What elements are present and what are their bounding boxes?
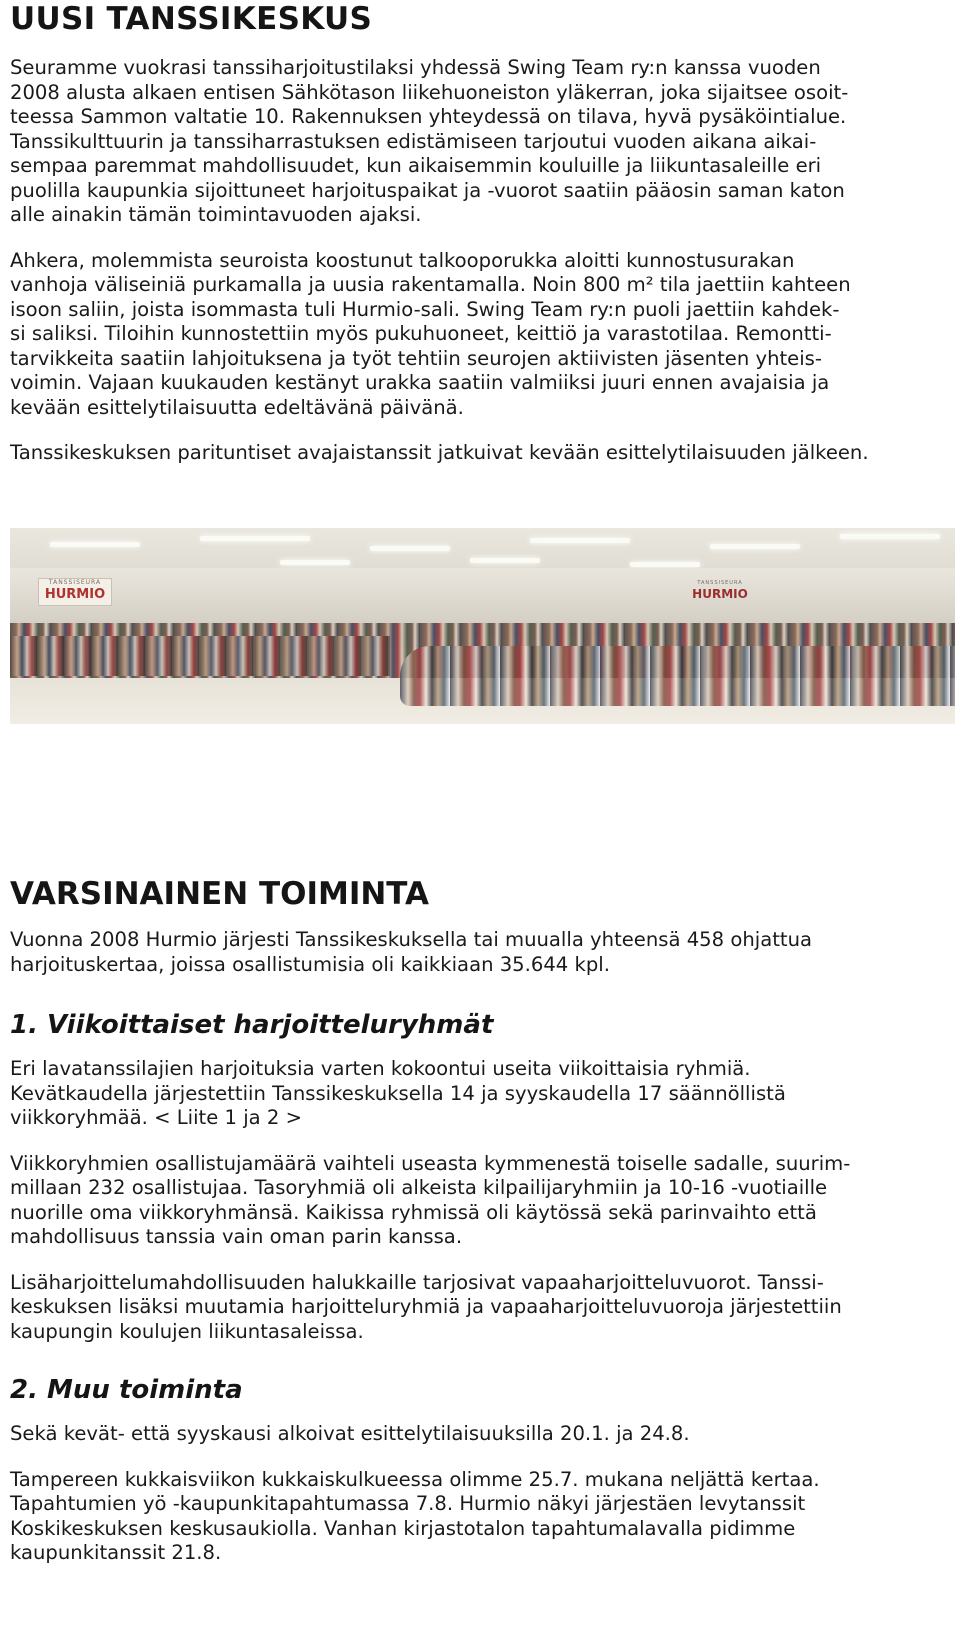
sign-main-text: HURMIO [692, 587, 748, 601]
text-line: Tanssikeskuksen parituntiset avajaistanssit jatkuivat kevään esittelytilaisuuden jälkeen. [10, 441, 869, 464]
sign-small-text: TANSSISEURA [697, 580, 743, 586]
dance-hall-photo [10, 528, 955, 724]
text-line: viikkoryhmää. < Liite 1 ja 2 > [10, 1106, 302, 1129]
ceiling-light [200, 536, 310, 541]
text-line: keskuksen lisäksi muutamia harjoitteluryhmiä ja vapaaharjoitteluvuoroja järjestettiin [10, 1295, 842, 1318]
weekly-paragraph-3 [10, 1271, 955, 1345]
other-paragraph-1 [10, 1422, 955, 1447]
text-line: puolilla kaupunkia sijoittuneet harjoituspaikat ja -vuorot saatiin pääosin saman katon [10, 178, 845, 202]
text-line: teessa Sammon valtatie 10. Rakennuksen yhteydessä on tilava, hyvä pysäköintialue. [10, 105, 847, 128]
intro-section [10, 0, 955, 466]
ceiling-light [370, 546, 450, 551]
hurmio-wall-sign [38, 578, 112, 606]
text-line: sempaa paremmat mahdollisuudet, kun aikaisemmin kouluille ja liikuntasaleille eri [10, 154, 822, 177]
ceiling-light [710, 544, 800, 549]
text-line: mahdollisuus tanssia vain oman parin kanssa. [10, 1225, 463, 1248]
text-line: isoon saliin, joista isommasta tuli Hurmio-sali. Swing Team ry:n puoli jaettiin kahdek- [10, 297, 840, 321]
text-line: tarvikkeita saatiin lahjoituksena ja työt tehtiin seurojen aktiivisten jäsenten yhteis- [10, 346, 822, 370]
section-title-main-activity: VARSINAINEN TOIMINTA [10, 876, 430, 912]
text-line: Vuonna 2008 Hurmio järjesti Tanssikeskuksella tai muualla yhteensä 458 ohjattua [10, 928, 812, 951]
text-line: Kevätkaudella järjestettiin Tanssikeskuksella 14 ja syyskaudella 17 säännöllistä [10, 1081, 786, 1105]
text-line: voimin. Vajaan kuukauden kestänyt urakka saatiin valmiiksi juuri ennen avajaisia ja [10, 371, 830, 394]
subsection-title-weekly-groups: 1. Viikoittaiset harjoitteluryhmät [10, 1010, 494, 1040]
text-line: Tampereen kukkaisviikon kukkaiskulkueessa olimme 25.7. mukana neljättä kertaa. [10, 1467, 820, 1491]
text-line: Ahkera, molemmista seuroista koostunut talkooporukka aloitti kunnostusurakan [10, 248, 795, 272]
text-line: alle ainakin tämän toimintavuoden ajaksi. [10, 203, 422, 226]
text-line: Viikkoryhmien osallistujamäärä vaihteli useasta kymmenestä toiselle sadalle, suurim- [10, 1151, 851, 1175]
text-line: Tanssikulttuurin ja tanssiharrastuksen edistämiseen tarjoutui vuoden aikana aikai- [10, 129, 817, 153]
activity-paragraph [10, 928, 955, 977]
section-title-new-dance-center: UUSI TANSSIKESKUS [10, 1, 373, 37]
text-line: 2008 alusta alkaen entisen Sähkötason liikehuoneiston yläkerran, joka sijaitsee osoit- [10, 80, 849, 104]
weekly-paragraph-1 [10, 1057, 955, 1131]
text-line: kevään esittelytilaisuutta edeltävänä päivänä. [10, 395, 464, 419]
ceiling-light [840, 534, 940, 539]
text-line: kaupungin koulujen liikuntasaleissa. [10, 1319, 364, 1343]
ceiling-light [470, 558, 540, 563]
intro-paragraph-2 [10, 249, 955, 421]
sign-small-text: TANSSISEURA [48, 579, 102, 586]
text-line: vanhoja väliseiniä purkamalla ja uusia rakentamalla. Noin 800 m² tila jaettiin kahteen [10, 273, 851, 296]
photo-crowd-front [400, 646, 955, 706]
sign-main-text: HURMIO [44, 587, 106, 602]
text-line: Koskikeskuksen keskusaukiolla. Vanhan kirjastotalon tapahtumalavalla pidimme [10, 1516, 796, 1540]
text-line: kaupunkitanssit 21.8. [10, 1541, 222, 1564]
intro-paragraph-3 [10, 441, 955, 466]
ceiling-light [630, 562, 700, 567]
ceiling-light [280, 560, 350, 565]
text-line: millaan 232 osallistujaa. Tasoryhmiä oli alkeista kilpailijaryhmiin ja 10-16 -vuotiaille [10, 1176, 828, 1199]
text-line: Seuramme vuokrasi tanssiharjoitustilaksi yhdessä Swing Team ry:n kanssa vuoden [10, 56, 821, 79]
intro-paragraph-1 [10, 56, 955, 228]
subsection-title-other-activity: 2. Muu toiminta [10, 1375, 243, 1405]
other-paragraph-2 [10, 1468, 955, 1566]
hurmio-wall-sign-right [690, 580, 750, 602]
text-line: si saliksi. Tiloihin kunnostettiin myös pukuhuoneet, keittiö ja varastotilaa. Remontti- [10, 322, 832, 345]
text-line: Sekä kevät- että syyskausi alkoivat esittelytilaisuuksilla 20.1. ja 24.8. [10, 1422, 690, 1445]
ceiling-light [530, 538, 630, 543]
text-line: Lisäharjoittelumahdollisuuden halukkaille tarjosivat vapaaharjoitteluvuorot. Tanssi- [10, 1270, 824, 1294]
text-line: Eri lavatanssilajien harjoituksia varten kokoontui useita viikoittaisia ryhmiä. [10, 1057, 751, 1080]
activity-section [10, 876, 955, 1566]
text-line: harjoituskertaa, joissa osallistumisia oli kaikkiaan 35.644 kpl. [10, 952, 610, 976]
text-line: nuorille oma viikkoryhmänsä. Kaikissa ryhmissä oli käytössä sekä parinvaihto että [10, 1200, 817, 1224]
photo-crowd-left [10, 636, 390, 676]
text-line: Tapahtumien yö -kaupunkitapahtumassa 7.8. Hurmio näkyi järjestäen levytanssit [10, 1492, 806, 1515]
weekly-paragraph-2 [10, 1152, 955, 1250]
ceiling-light [50, 542, 140, 547]
